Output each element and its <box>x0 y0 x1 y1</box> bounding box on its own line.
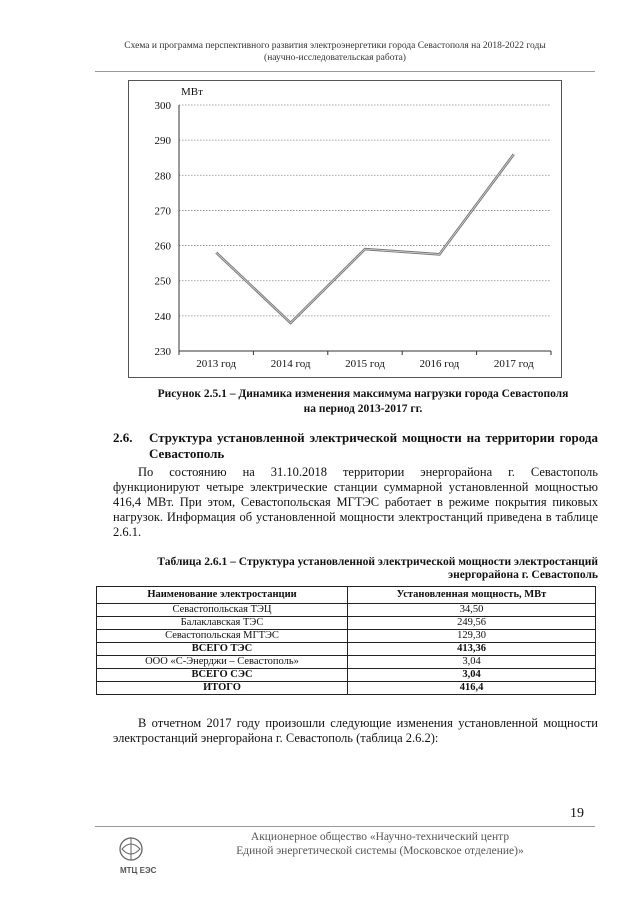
table-row <box>97 656 596 669</box>
table-cell: 413,36 <box>348 643 596 656</box>
svg-text:МТЦ ЕЭС: МТЦ ЕЭС <box>120 866 157 875</box>
table-cell: 3,04 <box>348 656 596 669</box>
table-cell: ВСЕГО СЭС <box>97 669 348 682</box>
table-total-row <box>97 682 596 695</box>
load-chart <box>129 81 561 377</box>
table-cell: Балаклавская ТЭС <box>97 617 348 630</box>
table-header-cell: Наименование электростанции <box>97 587 348 604</box>
table-row <box>97 617 596 630</box>
table-cell: Севастопольская МГТЭС <box>97 630 348 643</box>
x-tick-label: 2013 год <box>196 358 237 370</box>
chart-frame <box>128 80 562 378</box>
header-line-1: Схема и программа перспективного развития электроэнергетики города Севастополя на 2018-2022 годы <box>124 41 546 51</box>
y-tick-label: 290 <box>154 135 171 148</box>
paragraph-1: По состоянию на 31.10.2018 территории энергорайона г. Севастополь функционируют четыре электрические станции суммарной установленной мощностью 416,4 МВт. При этом, Севастопольская МГТЭС работает в режиме покрытия пиковых нагрузок. Информация об установленной мощности электростанций приведена в таблице 2.6.1. <box>113 465 598 539</box>
footer-line-1: Акционерное общество «Научно-технический центр <box>250 831 510 843</box>
table-header-cell: Установленная мощность, МВт <box>348 587 596 604</box>
y-tick-label: 250 <box>154 275 171 288</box>
table-cell: 249,56 <box>348 617 596 630</box>
y-tick-label: 270 <box>154 205 171 218</box>
x-tick-label: 2015 год <box>345 358 385 370</box>
header-line-2: (научно-исследовательская работа) <box>264 53 406 63</box>
y-tick-label: 280 <box>154 170 171 183</box>
table-header-row <box>97 587 596 604</box>
y-tick-label: 240 <box>154 310 171 323</box>
table-cell: Севастопольская ТЭЦ <box>97 604 348 617</box>
x-tick-label: 2017 год <box>493 358 534 370</box>
y-tick-label: 230 <box>154 346 171 358</box>
section-title: Структура установленной электрической мощности на территории города Севастополь <box>149 430 598 461</box>
paragraph-2: В отчетном 2017 году произошли следующие изменения установленной мощности электростанций энергорайона г. Севастополь (таблица 2.6.2): <box>113 716 598 745</box>
table-caption-line-1: Таблица 2.6.1 – Структура установленной электрической мощности электростанций <box>157 556 598 568</box>
table-cell: 34,50 <box>348 604 596 617</box>
table-caption-line-2: энергорайона г. Севастополь <box>448 569 598 581</box>
capacity-table <box>96 586 596 695</box>
table-caption <box>96 556 598 582</box>
table-cell: ООО «С-Энерджи – Севастополь» <box>97 656 348 669</box>
series-line <box>216 154 514 323</box>
section-heading <box>113 430 598 462</box>
page-header <box>95 40 575 64</box>
figure-caption-line-2: на период 2013-2017 гг. <box>303 403 423 415</box>
footer-text <box>180 830 580 858</box>
table-cell: 129,30 <box>348 630 596 643</box>
table-row <box>97 604 596 617</box>
page-number: 19 <box>570 806 584 821</box>
table-subtotal-row <box>97 643 596 656</box>
table-cell: ВСЕГО ТЭС <box>97 643 348 656</box>
footer-rule <box>95 826 595 827</box>
figure-caption <box>128 387 598 417</box>
table-subtotal-row <box>97 669 596 682</box>
x-tick-label: 2016 год <box>419 358 460 370</box>
table-cell: ИТОГО <box>97 682 348 695</box>
y-tick-label: 260 <box>154 240 171 253</box>
table-cell: 3,04 <box>348 669 596 682</box>
x-tick-label: 2014 год <box>270 358 311 370</box>
figure-caption-line-1: Рисунок 2.5.1 – Динамика изменения максимума нагрузки города Севастополя <box>157 388 569 400</box>
footer-line-2: Единой энергетической системы (Московское отделение)» <box>236 845 524 857</box>
y-axis-label: МВт <box>181 86 203 98</box>
section-number: 2.6. <box>113 430 133 445</box>
table-row <box>97 630 596 643</box>
company-logo <box>117 833 167 879</box>
table-cell: 416,4 <box>348 682 596 695</box>
y-tick-label: 300 <box>154 100 171 112</box>
header-rule <box>95 71 595 72</box>
series-line-highlight <box>216 154 514 323</box>
